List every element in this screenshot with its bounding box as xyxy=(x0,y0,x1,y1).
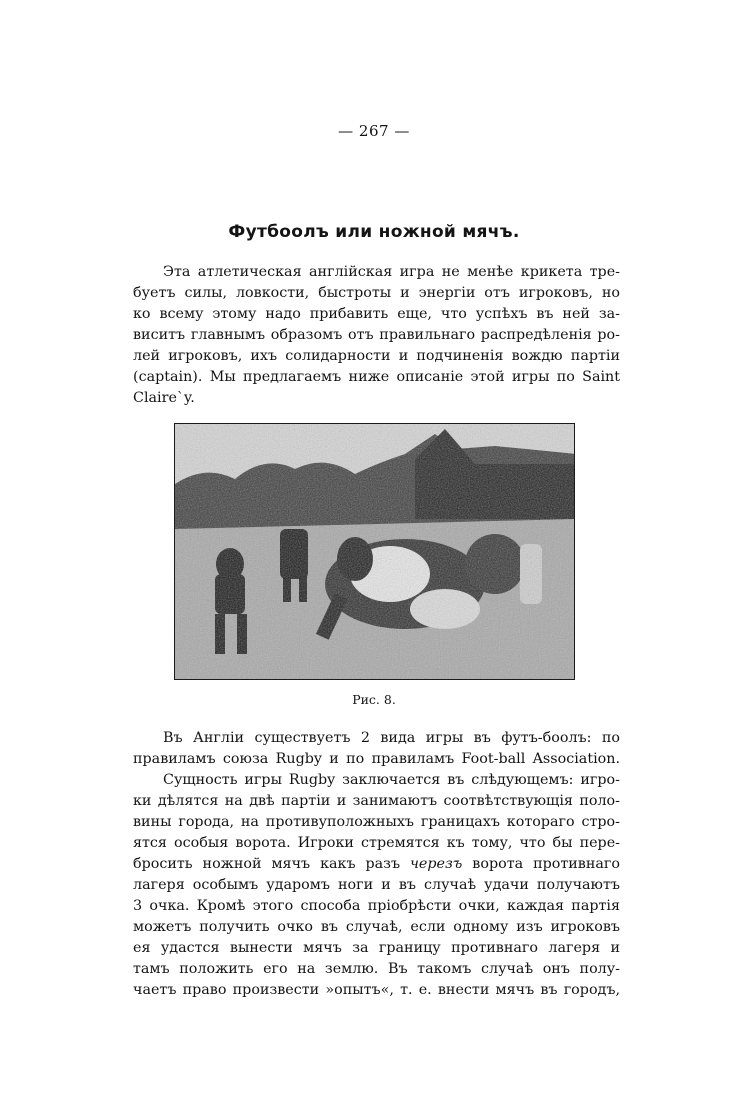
text-line: Эта атлетическая англійская игра не менѣе крикета тре- xyxy=(163,264,620,280)
text-line: виситъ главнымъ образомъ отъ правильнаго распредѣленія ро- xyxy=(133,327,620,343)
text-line: ко всему этому надо прибавить еще, что успѣхъ въ ней за- xyxy=(133,306,620,322)
text-line: ки дѣлятся на двѣ партіи и занимаютъ соотвѣтствующія поло- xyxy=(133,793,620,809)
text-segment: бросить ножной мячъ какъ разъ xyxy=(133,856,401,872)
halftone-grain xyxy=(175,424,575,680)
figure-caption: Рис. 8. xyxy=(352,692,396,707)
text-line: ятся особыя ворота. Игроки стремятся къ тому, что бы пере- xyxy=(133,835,620,851)
body-paragraph xyxy=(133,728,620,1001)
text-line: тамъ положить его на землю. Въ такомъ случаѣ онъ полу- xyxy=(133,961,620,977)
text-line: вины города, на противуположныхъ границахъ котораго стро- xyxy=(133,814,620,830)
text-line: можетъ получить очко въ случаѣ, если одному изъ игроковъ xyxy=(133,919,620,935)
text-line xyxy=(133,854,620,875)
text-line: буетъ силы, ловкости, быстроты и энергіи отъ игроковъ, но xyxy=(133,285,620,301)
text-line: Сущность игры Rugby заключается въ слѣдующемъ: игро- xyxy=(163,772,620,788)
text-line: ея удастся вынести мячъ за границу противнаго лагеря и xyxy=(133,940,620,956)
text-line: лагеря особымъ ударомъ ноги и въ случаѣ удачи получаютъ xyxy=(133,877,620,893)
photo-illustration xyxy=(175,424,575,680)
text-line: Claire`y. xyxy=(133,390,195,406)
text-line: (captain). Мы предлагаемъ ниже описаніе этой игры по Saint xyxy=(133,369,620,385)
italic-word: черезъ xyxy=(410,856,463,872)
text-line: правиламъ союза Rugby и по правиламъ Foot-ball Association. xyxy=(133,751,620,767)
text-line: Въ Англіи существуетъ 2 вида игры въ футъ-боолъ: по xyxy=(163,730,620,746)
page-number: — 267 — xyxy=(338,122,410,140)
text-line: 3 очка. Кромѣ этого способа пріобрѣсти очки, каждая партія xyxy=(133,898,620,914)
page-title: Футбоолъ или ножной мячъ. xyxy=(228,222,520,242)
rugby-match-photo xyxy=(174,423,575,680)
text-line: чаетъ право произвести »опытъ«, т. е. внести мячъ въ городъ, xyxy=(133,982,620,998)
intro-paragraph xyxy=(133,262,620,409)
text-line: лей игроковъ, ихъ солидарности и подчиненія вождю партіи xyxy=(133,348,620,364)
text-segment: ворота противнаго xyxy=(472,856,621,872)
